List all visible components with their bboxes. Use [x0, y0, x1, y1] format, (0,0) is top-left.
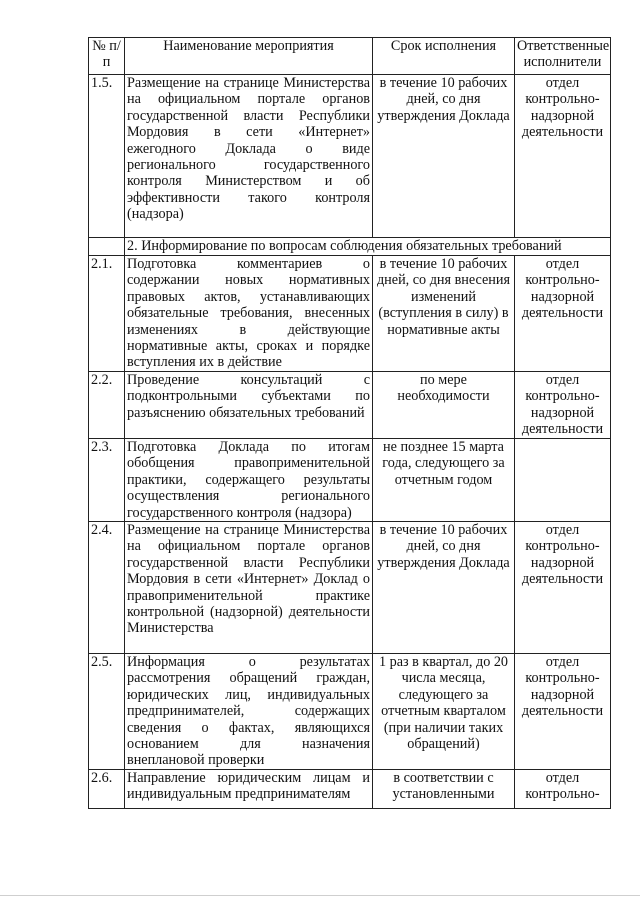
- activity-name: Подготовка Доклада по итогам обобщения правоприменительной практики, содержащего результаты осуществления регионального государственного контроля (надзора): [125, 439, 373, 522]
- table-row: [89, 439, 611, 522]
- activity-name: Подготовка комментариев о содержании новых нормативных правовых актов, устанавливающих обязательные требования, внесенных изменениях в действующие нормативные акты, сроках и порядке вступления их в действие: [125, 256, 373, 372]
- activity-executor: отдел контрольно-надзорной деятельности: [515, 372, 611, 439]
- row-number: 2.3.: [89, 439, 125, 522]
- activity-executor: отдел контрольно-: [515, 769, 611, 808]
- header-num: № п/п: [89, 38, 125, 75]
- section-heading: [125, 238, 611, 256]
- activity-name: Направление юридическим лицам и индивидуальным предпринимателям: [125, 769, 373, 808]
- table-row: [89, 372, 611, 439]
- activity-name: Информация о результатах рассмотрения обращений граждан, юридических лиц, индивидуальных предпринимателей, содержащих сведения о фактах, являющихся основанием для назначения внеплановой проверки: [125, 654, 373, 770]
- table-row: [89, 256, 611, 372]
- page-bottom-divider: [0, 895, 640, 896]
- activity-executor: отдел контрольно-надзорной деятельности: [515, 256, 611, 372]
- row-number: 2.1.: [89, 256, 125, 372]
- table-row: [89, 654, 611, 770]
- activity-term: в течение 10 рабочих дней, со дня утверждения Доклада: [373, 75, 515, 238]
- activities-table: [88, 37, 611, 809]
- activity-term: в течение 10 рабочих дней, со дня внесения изменений (вступления в силу) в нормативные акты: [373, 256, 515, 372]
- row-number: 1.5.: [89, 75, 125, 238]
- activity-term: по мере необходимости: [373, 372, 515, 439]
- row-number: 2.6.: [89, 769, 125, 808]
- activity-executor: [515, 439, 611, 522]
- activity-executor: отдел контрольно-надзорной деятельности: [515, 75, 611, 238]
- header-term: Срок исполнения: [373, 38, 515, 75]
- activity-term: не позднее 15 марта года, следующего за отчетным годом: [373, 439, 515, 522]
- header-name: Наименование мероприятия: [125, 38, 373, 75]
- activity-term: в течение 10 рабочих дней, со дня утверждения Доклада: [373, 522, 515, 654]
- section-heading-row: [89, 238, 611, 256]
- table-row: [89, 75, 611, 238]
- table-row: [89, 522, 611, 654]
- activity-name: Проведение консультаций с подконтрольными субъектами по разъяснению обязательных требований: [125, 372, 373, 439]
- activity-executor: отдел контрольно-надзорной деятельности: [515, 654, 611, 770]
- row-number: 2.2.: [89, 372, 125, 439]
- activity-executor: отдел контрольно-надзорной деятельности: [515, 522, 611, 654]
- activity-term: в соответствии с установленными: [373, 769, 515, 808]
- activity-name: Размещение на странице Министерства на официальном портале органов государственной власти Республики Мордовия в сети «Интернет» Доклад о правоприменительной практике контрольной (надзорной) деятельности Министерства: [125, 522, 373, 654]
- section-heading-text: 2. Информирование по вопросам соблюдения обязательных требований: [127, 238, 562, 254]
- table-header-row: [89, 38, 611, 75]
- row-number: 2.5.: [89, 654, 125, 770]
- activity-name: Размещение на странице Министерства на официальном портале органов государственной власти Республики Мордовия в сети «Интернет» ежегодного Доклада о виде регионального государственного контроля Министерством и об эффективности такого контроля (надзора): [125, 75, 373, 238]
- header-executors: Ответственные исполнители: [515, 38, 611, 75]
- table-row: [89, 769, 611, 808]
- activity-term: 1 раз в квартал, до 20 числа месяца, следующего за отчетным кварталом (при наличии таких обращений): [373, 654, 515, 770]
- row-number: 2.4.: [89, 522, 125, 654]
- section-num-cell: [89, 238, 125, 256]
